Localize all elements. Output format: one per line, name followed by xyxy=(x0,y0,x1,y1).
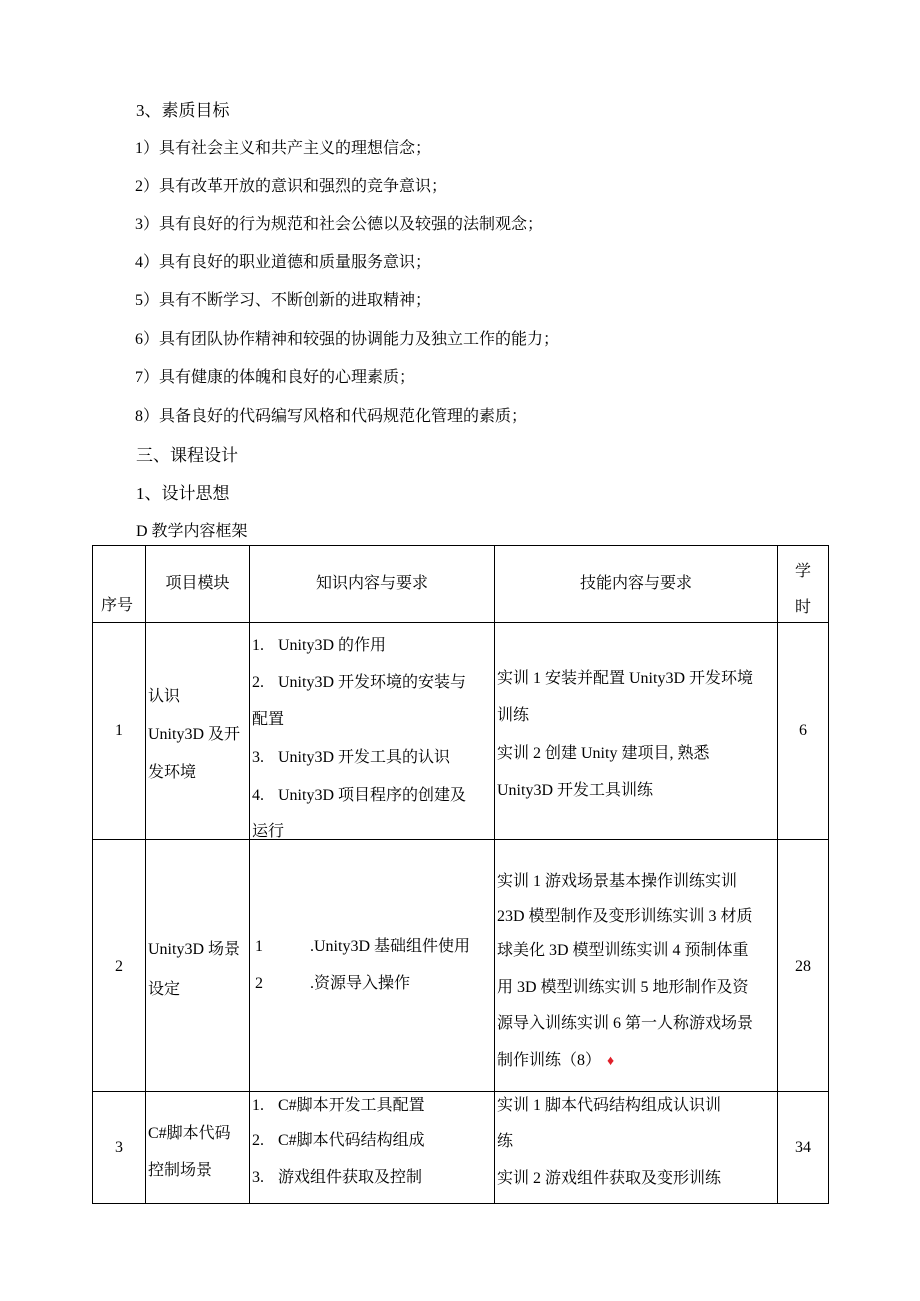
row2-module-cell xyxy=(146,840,249,1091)
quality-goal-item: 6）具有团队协作精神和较强的协调能力及独立工作的能力； xyxy=(135,331,560,348)
knowledge-item-number: 1 xyxy=(255,938,263,955)
row2-no-cell xyxy=(93,840,145,1091)
row3-skills-cell xyxy=(495,1092,777,1203)
knowledge-item-text: 运行 xyxy=(252,823,285,839)
quality-goal-item: 7）具有健康的体魄和良好的心理素质； xyxy=(135,369,416,386)
skills-line: 用 3D 模型训练实训 5 地形制作及资 xyxy=(497,979,749,996)
header-cell-no xyxy=(93,546,145,622)
module-line: Unity3D 场景 xyxy=(148,941,241,958)
knowledge-item-text: Unity3D 开发工具的认识 xyxy=(278,749,451,766)
skills-line: 实训 2 游戏组件获取及变形训练 xyxy=(497,1170,722,1187)
quality-goal-item: 8）具备良好的代码编写风格和代码规范化管理的素质； xyxy=(135,408,528,425)
table-grid-line xyxy=(828,545,829,1204)
skills-line: 制作训练（8） xyxy=(497,1052,602,1069)
skills-line: 实训 1 脚本代码结构组成认识训 xyxy=(497,1097,722,1114)
header-hours-label-top: 学 xyxy=(794,563,811,580)
knowledge-item-number: 2. xyxy=(252,674,264,691)
quality-goal-item: 1）具有社会主义和共产主义的理想信念； xyxy=(135,140,432,157)
row1-no-cell xyxy=(93,623,145,839)
header-knowledge-label: 知识内容与要求 xyxy=(315,575,428,592)
knowledge-item-text: 游戏组件获取及控制 xyxy=(278,1169,423,1186)
row-number: 3 xyxy=(115,1139,123,1156)
row-number: 1 xyxy=(115,722,123,739)
quality-goal-item: 3）具有良好的行为规范和社会公德以及较强的法制观念； xyxy=(135,216,544,233)
skills-line: 源导入训练实训 6 第一人称游戏场景 xyxy=(497,1015,754,1032)
row2-knowledge-cell xyxy=(250,840,494,1091)
hours-value: 34 xyxy=(795,1139,811,1156)
row1-hours-cell xyxy=(778,623,828,839)
skills-line: 球美化 3D 模型训练实训 4 预制体重 xyxy=(497,942,749,959)
hours-value: 28 xyxy=(795,958,811,975)
quality-goal-item: 5）具有不断学习、不断创新的进取精神； xyxy=(135,292,432,309)
module-line: 设定 xyxy=(148,981,181,998)
knowledge-item-number: 3. xyxy=(252,1169,264,1186)
header-hours-label-bottom: 时 xyxy=(794,599,811,616)
header-cell-skills xyxy=(495,546,777,622)
knowledge-item-number: 1. xyxy=(252,1097,264,1114)
quality-goal-item: 4）具有良好的职业道德和质量服务意识； xyxy=(135,254,432,271)
module-line: 认识 xyxy=(148,688,181,705)
knowledge-item-number: 2 xyxy=(255,975,263,992)
header-no-label: 序号 xyxy=(101,597,134,614)
module-line: 控制场景 xyxy=(148,1162,213,1179)
skills-line: Unity3D 开发工具训练 xyxy=(497,782,654,799)
knowledge-item-text: .资源导入操作 xyxy=(310,975,411,992)
module-line: C#脚本代码 xyxy=(148,1125,231,1142)
course-design-heading: 三、课程设计 xyxy=(136,446,238,465)
knowledge-item-number: 2. xyxy=(252,1132,264,1149)
knowledge-item-text: Unity3D 的作用 xyxy=(278,637,387,654)
knowledge-item-number: 1. xyxy=(252,637,264,654)
row2-hours-cell xyxy=(778,840,828,1091)
red-diamond-icon: ♦ xyxy=(607,1054,615,1069)
table-grid-line xyxy=(92,1203,829,1204)
knowledge-item-text: 配置 xyxy=(252,711,285,728)
knowledge-item-text: C#脚本代码结构组成 xyxy=(278,1132,425,1149)
quality-goal-item: 2）具有改革开放的意识和强烈的竞争意识； xyxy=(135,178,448,195)
row1-module-cell xyxy=(146,623,249,839)
table-caption: D 教学内容框架 xyxy=(136,523,248,540)
knowledge-item-number: 3. xyxy=(252,749,264,766)
design-idea-subheading: 1、设计思想 xyxy=(136,484,230,503)
header-skills-label: 技能内容与要求 xyxy=(579,575,692,592)
knowledge-item-text: .Unity3D 基础组件使用 xyxy=(310,938,471,955)
skills-line: 训练 xyxy=(497,707,530,724)
header-cell-hours xyxy=(778,546,828,622)
header-cell-knowledge xyxy=(250,546,494,622)
row3-knowledge-cell xyxy=(250,1092,494,1203)
knowledge-item-text: C#脚本开发工具配置 xyxy=(278,1097,425,1114)
skills-line: 练 xyxy=(497,1133,514,1150)
knowledge-item-number: 4. xyxy=(252,787,264,804)
skills-line: 实训 1 安装并配置 Unity3D 开发环境 xyxy=(497,670,754,687)
module-line: 发环境 xyxy=(148,764,197,781)
header-cell-module xyxy=(146,546,249,622)
skills-line-last xyxy=(497,1051,614,1071)
row2-skills-cell xyxy=(495,840,777,1091)
row3-hours-cell xyxy=(778,1092,828,1203)
skills-line: 实训 2 创建 Unity 建项目, 熟悉 xyxy=(497,745,710,762)
knowledge-item-text: Unity3D 项目程序的创建及 xyxy=(278,787,467,804)
row1-skills-cell xyxy=(495,623,777,839)
row-number: 2 xyxy=(115,958,123,975)
module-line: Unity3D 及开 xyxy=(148,726,241,743)
row3-module-cell xyxy=(146,1092,249,1203)
quality-goals-heading: 3、素质目标 xyxy=(136,101,230,120)
row3-no-cell xyxy=(93,1092,145,1203)
row1-knowledge-cell xyxy=(250,623,494,839)
skills-line: 23D 模型制作及变形训练实训 3 材质 xyxy=(497,908,753,925)
knowledge-item-text: Unity3D 开发环境的安装与 xyxy=(278,674,467,691)
hours-value: 6 xyxy=(799,722,807,739)
skills-line: 实训 1 游戏场景基本操作训练实训 xyxy=(497,873,738,890)
header-module-label: 项目模块 xyxy=(165,575,230,592)
